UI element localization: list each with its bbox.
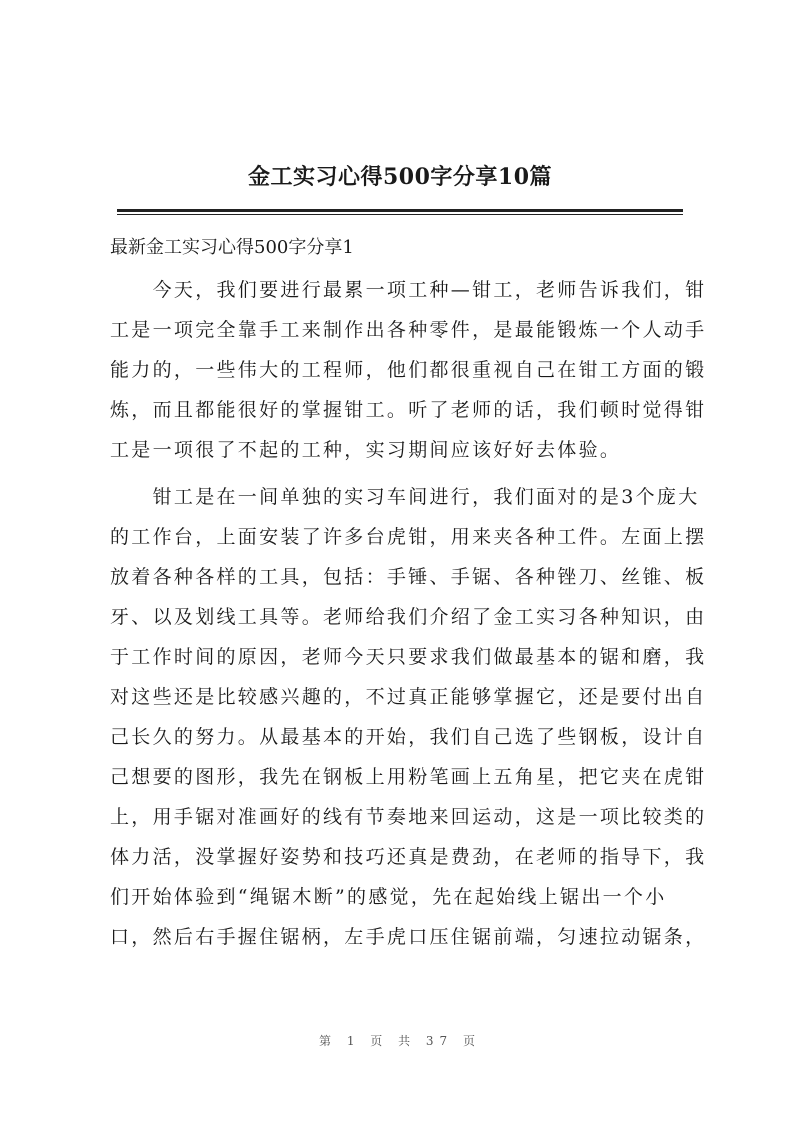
title-rule-thick — [117, 209, 683, 212]
text-line: 们开始体验到“绳锯木断”的感觉，先在起始线上锯出一个小 — [110, 886, 667, 908]
paragraph-2 — [110, 477, 707, 957]
text-line: 牙、以及划线工具等。老师给我们介绍了金工实习各种知识，由 — [110, 606, 707, 628]
text-line: 炼，而且都能很好的掌握钳工。听了老师的话，我们顿时觉得钳 — [110, 399, 707, 421]
title-rule-thin — [117, 214, 683, 215]
page-footer: 第 1 页 共 37 页 — [319, 1034, 481, 1048]
text-line: 今天，我们要进行最累一项工种—钳工，老师告诉我们，钳 — [110, 279, 707, 301]
text-line: 体力活，没掌握好姿势和技巧还真是费劲，在老师的指导下，我 — [110, 846, 707, 868]
document-title: 金工实习心得500字分享10篇 — [247, 164, 553, 190]
text-line: 放着各种各样的工具，包括：手锤、手锯、各种锉刀、丝锥、板 — [110, 566, 707, 588]
text-line: 工是一项完全靠手工来制作出各种零件，是最能锻炼一个人动手 — [110, 319, 707, 341]
text-line: 于工作时间的原因，老师今天只要求我们做最基本的锯和磨，我 — [110, 646, 707, 668]
text-line: 口，然后右手握住锯柄，左手虎口压住锯前端，匀速拉动锯条， — [110, 926, 707, 948]
text-line: 工是一项很了不起的工种，实习期间应该好好去体验。 — [110, 439, 622, 461]
paragraph-1 — [110, 270, 707, 470]
text-line: 对这些还是比较感兴趣的，不过真正能够掌握它，还是要付出自 — [110, 686, 707, 708]
section-heading: 最新金工实习心得500字分享1 — [110, 237, 354, 258]
text-line: 钳工是在一间单独的实习车间进行，我们面对的是3个庞大 — [110, 486, 700, 508]
text-line: 己想要的图形，我先在钢板上用粉笔画上五角星，把它夹在虎钳 — [110, 766, 707, 788]
text-line: 上，用手锯对准画好的线有节奏地来回运动，这是一项比较类的 — [110, 806, 707, 828]
text-line: 己长久的努力。从最基本的开始，我们自己选了些钢板，设计自 — [110, 726, 707, 748]
text-line: 能力的，一些伟大的工程师，他们都很重视自己在钳工方面的锻 — [110, 359, 707, 381]
text-line: 的工作台，上面安装了许多台虎钳，用来夹各种工件。左面上摆 — [110, 526, 707, 548]
